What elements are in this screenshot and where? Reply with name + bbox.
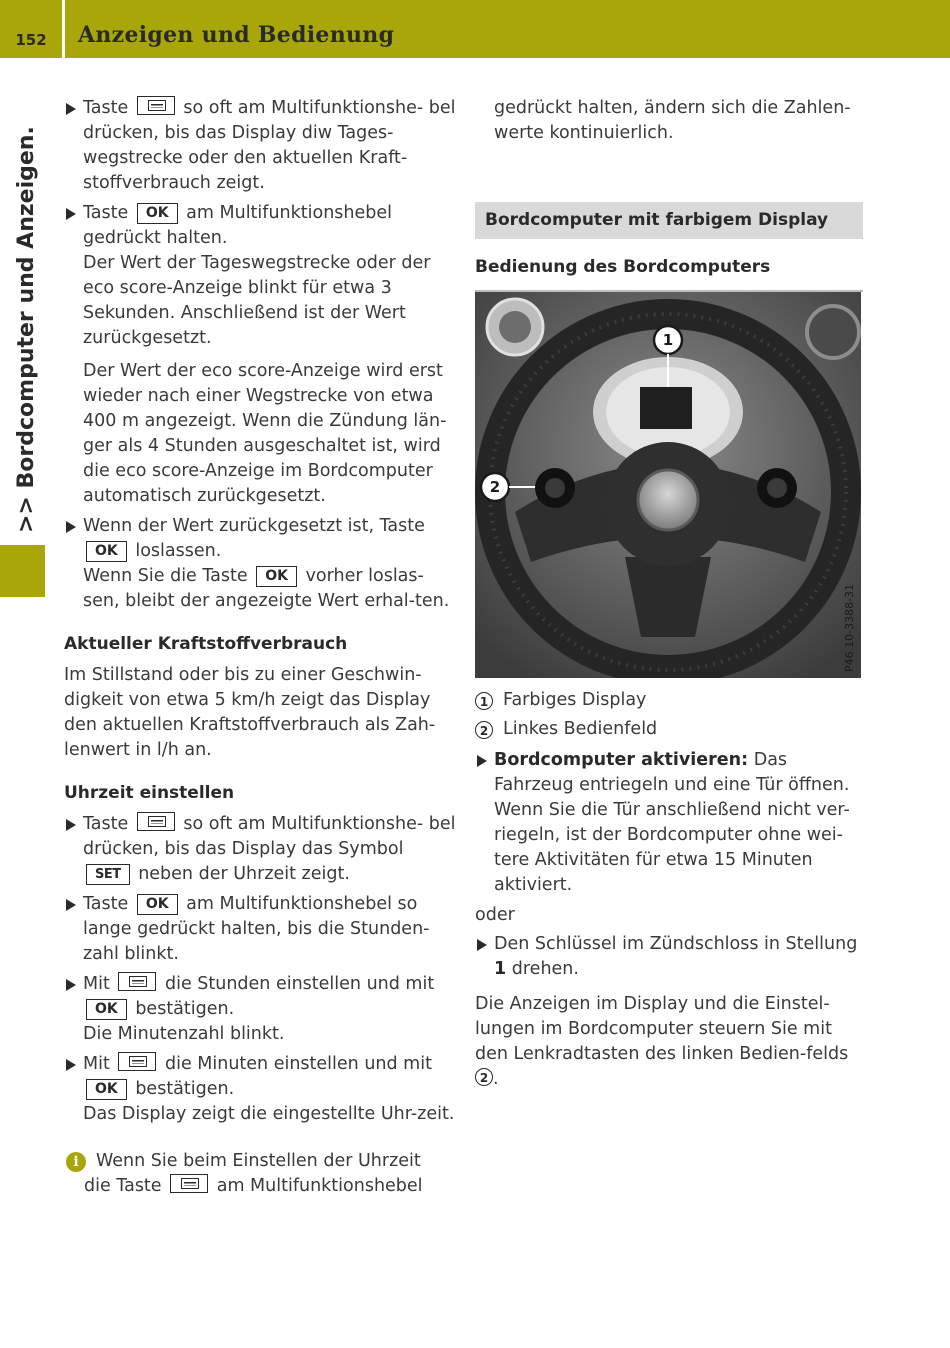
sidebar-chapter-label (14, 126, 52, 533)
image-code: P46.10-3388-31 (843, 583, 856, 672)
legend-item (475, 688, 863, 713)
subheading: Bedienung des Bordcomputers (475, 255, 863, 292)
list-item: Den Schlüssel im Zündschloss in Stellung 1 drehen. (475, 932, 863, 982)
right-column (475, 96, 863, 1092)
legend-number: 1 (475, 692, 493, 710)
bullet-triangle-icon (477, 939, 487, 951)
ok-key: OK (86, 999, 127, 1020)
list-item: Taste so oft am Multifunktionshe- bel drücken, bis das Display das Symbol SET neben der Uhrzeit zeigt. (64, 812, 456, 887)
ok-key: OK (137, 203, 178, 224)
callout-2: 2 (489, 478, 501, 496)
reference-number: 2 (475, 1068, 493, 1086)
callout-1: 1 (662, 331, 674, 349)
left-column (64, 96, 456, 1199)
image-legend (475, 688, 863, 742)
legend-item (475, 717, 863, 742)
bullet-triangle-icon (66, 1059, 76, 1071)
list-item: Taste OK am Multifunktionshebel so lange gedrückt halten, bis die Stunden-zahl blinkt. (64, 892, 456, 967)
menu-key-icon (118, 972, 156, 991)
list-item-text: bel drücken, bis das Display diw Tages-wegstrecke oder den aktuellen Kraft-stoffverbrauch zeigt. (83, 98, 456, 193)
list-item: Mit die Minuten einstellen und mit OK bestätigen. Das Display zeigt die eingestellte Uhr-zeit. (64, 1052, 456, 1127)
ok-key: OK (137, 894, 178, 915)
paragraph: Der Wert der eco score-Anzeige wird erst wieder nach einer Wegstrecke von etwa 400 m angezeigt. Wenn die Zündung län-ger als 4 Stunden ausgeschaltet ist, wird die eco score-Anzeige im Bordcomputer automatisch zurückgesetzt. (83, 361, 447, 506)
page-number: 152 (15, 31, 47, 49)
bullet-triangle-icon (66, 979, 76, 991)
steering-wheel-image (475, 292, 861, 678)
ok-key: OK (86, 1079, 127, 1100)
bullet-triangle-icon (477, 755, 487, 767)
list-item: Taste so oft am Multifunktionshe- bel drücken, bis das Display diw Tages-wegstrecke oder den aktuellen Kraft-stoffverbrauch zeigt. (64, 96, 456, 196)
list-item: Wenn der Wert zurückgesetzt ist, Taste OK loslassen. Wenn Sie die Taste OK vorher loslas-sen, bleibt der angezeigte Wert erhal-ten. (64, 514, 456, 614)
menu-key-icon (137, 812, 175, 831)
heading-fuel: Aktueller Kraftstoffverbrauch (64, 634, 348, 654)
paragraph: Die Anzeigen im Display und die Einstel-lungen im Bordcomputer steuern Sie mit den Lenkradtasten des linken Bedien-felds 2 . (475, 994, 849, 1089)
paragraph: Der Wert der Tageswegstrecke oder der eco score-Anzeige blinkt für etwa 3 Sekunden. Anschließend ist der Wert zurückgesetzt. (83, 253, 431, 348)
bullet-triangle-icon (66, 899, 76, 911)
menu-key-icon (118, 1052, 156, 1071)
section-title: Bordcomputer mit farbigem Display (475, 202, 863, 239)
set-key: SET (86, 864, 130, 885)
bullet-triangle-icon (66, 521, 76, 533)
page-title: Anzeigen und Bedienung (78, 22, 395, 48)
paragraph: Im Stillstand oder bis zu einer Geschwin-digkeit von etwa 5 km/h zeigt das Display den aktuellen Kraftstoffverbrauch als Zah-lenwert in l/h an. (64, 665, 436, 760)
header-divider (62, 0, 65, 58)
ok-key: OK (256, 566, 297, 587)
info-icon: i (66, 1152, 86, 1172)
bullet-triangle-icon (66, 819, 76, 831)
bullet-triangle-icon (66, 208, 76, 220)
heading-clock: Uhrzeit einstellen (64, 783, 235, 803)
chapter-text: >> Bordcomputer und Anzeigen. (14, 126, 39, 533)
list-item: Mit die Stunden einstellen und mit OK bestätigen. Die Minutenzahl blinkt. (64, 972, 456, 1047)
paragraph: gedrückt halten, ändern sich die Zahlen-werte kontinuierlich. (494, 98, 851, 143)
legend-number: 2 (475, 721, 493, 739)
steering-wheel-illustration (475, 292, 861, 678)
legend-label: Farbiges Display (503, 690, 647, 710)
bullet-triangle-icon (66, 103, 76, 115)
list-item: Taste OK am Multifunktionshebel gedrückt halten. Der Wert der Tageswegstrecke oder der eco score-Anzeige blinkt für etwa 3 Sekunden. Anschließend ist der Wert zurückgesetzt. Der Wert der eco score-Anzeige wird erst wieder nach einer Wegstrecke von etwa 400 m angezeigt. Wenn die Zündung län-ger als 4 Stunden ausgeschaltet ist, wird die eco score-Anzeige im Bordcomputer automatisch zurückgesetzt. (64, 201, 456, 509)
legend-label: Linkes Bedienfeld (503, 719, 658, 739)
oder-text: oder (475, 905, 515, 925)
menu-key-icon (137, 96, 175, 115)
sidebar-accent (0, 545, 45, 597)
menu-key-icon (170, 1174, 208, 1193)
ok-key: OK (86, 541, 127, 562)
list-item: Bordcomputer aktivieren: Das Fahrzeug entriegeln und eine Tür öffnen. Wenn Sie die Tür anschließend nicht ver-riegeln, ist der Bordcomputer ohne wei-tere Aktivitäten für etwa 15 Minuten aktiviert. (475, 748, 863, 898)
info-note: i Wenn Sie beim Einstellen der Uhrzeit die Taste am Multifunktionshebel (64, 1149, 456, 1199)
